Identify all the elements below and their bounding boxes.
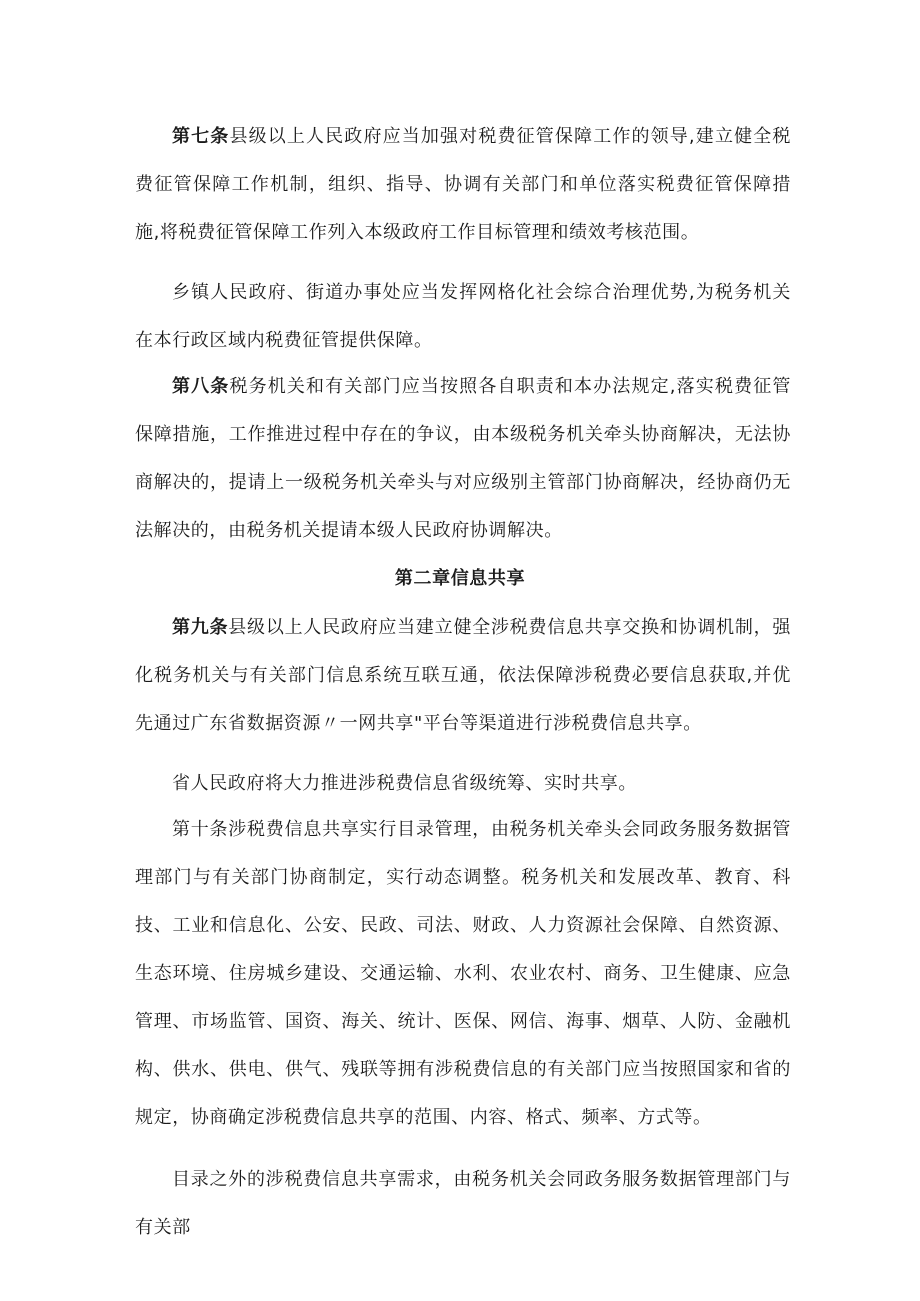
article-8-paragraph [135, 363, 791, 555]
catalog-text: 目录之外的涉税费信息共享需求，由税务机关会同政务服务数据管理部门与有关部 [135, 1169, 791, 1238]
provincial-text: 省人民政府将大力推进涉税费信息省级统筹、实时共享。 [172, 773, 637, 794]
article-8-text: 税务机关和有关部门应当按照各自职责和本办法规定,落实税费征管保障措施，工作推进过程中存在的争议，由本级税务机关牵头协商解决，无法协商解决的，提请上一级税务机关牵头与对应级别主管部门协商解决，经协商仍无法解决的，由税务机关提请本级人民政府协调解决。 [135, 376, 791, 541]
article-9-paragraph [135, 604, 791, 748]
chapter-heading: 第二章信息共享 [394, 568, 526, 589]
article-7-label: 第七条 [172, 126, 230, 147]
catalog-paragraph [135, 1156, 791, 1238]
article-9-label: 第九条 [172, 617, 229, 638]
article-7-paragraph [135, 113, 791, 257]
article-7-text: 县级以上人民政府应当加强对税费征管保障工作的领导,建立健全税费征管保障工作机制，组织、指导、协调有关部门和单位落实税费征管保障措施,将税费征管保障工作列入本级政府工作目标管理和绩效考核范围。 [135, 126, 791, 243]
article-10-paragraph [135, 806, 791, 1142]
township-text: 乡镇人民政府、街道办事处应当发挥网格化社会综合治理优势,为税务机关在本行政区域内税费征管提供保障。 [135, 282, 791, 351]
article-10-text: 第十条涉税费信息共享实行目录管理，由税务机关牵头会同政务服务数据管理部门与有关部门协商制定，实行动态调整。税务机关和发展改革、教育、科技、工业和信息化、公安、民政、司法、财政、人力资源社会保障、自然资源、生态环境、住房城乡建设、交通运输、水利、农业农村、商务、卫生健康、应急管理、市场监管、国资、海关、统计、医保、网信、海事、烟草、人防、金融机构、供水、供电、供气、残联等拥有涉税费信息的有关部门应当按照国家和省的规定，协商确定涉税费信息共享的范围、内容、格式、频率、方式等。 [135, 819, 791, 1128]
article-8-label: 第八条 [172, 376, 230, 397]
provincial-paragraph [135, 760, 791, 808]
article-9-text: 县级以上人民政府应当建立健全涉税费信息共享交换和协调机制，强化税务机关与有关部门信息系统互联互通，依法保障涉税费必要信息获取,并优先通过广东省数据资源〃一网共享"平台等渠道进行涉税费信息共享。 [135, 617, 791, 734]
township-paragraph [135, 269, 791, 365]
